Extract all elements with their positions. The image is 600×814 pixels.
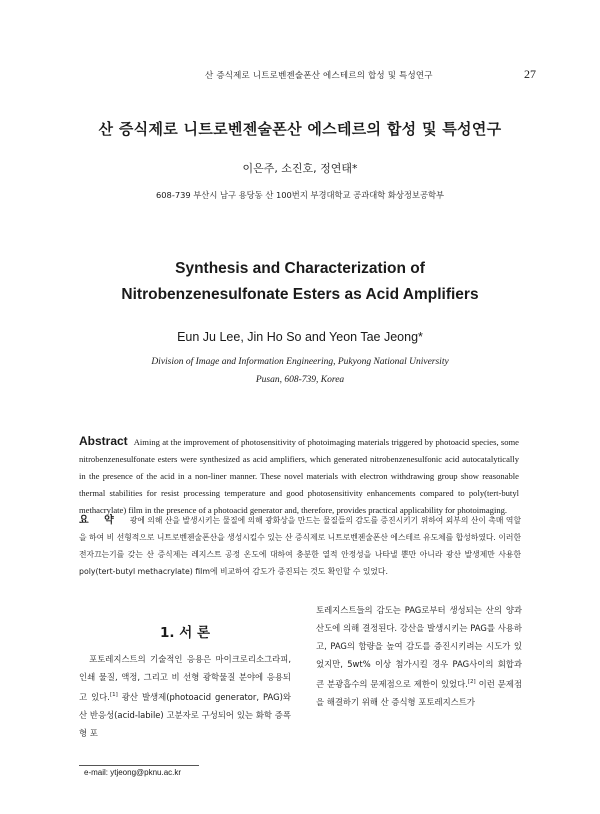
footnote-email: e-mail: ytjeong@pknu.ac.kr	[84, 768, 182, 777]
right-column-text-b: 이런 문제점을 해결하기 위해 산 증식형 포토레지스트가	[316, 678, 522, 707]
right-column-paragraph	[316, 601, 522, 711]
english-authors: Eun Ju Lee, Jin Ho So and Yeon Tae Jeong*	[177, 330, 423, 344]
english-affiliation-line-1: Division of Image and Information Engineering, Pukyong National University	[151, 357, 449, 367]
section-heading-introduction: 1. 서 론	[159, 625, 210, 641]
left-column-text-a: 포토레지스트의 기술적인 응용은 마이크로리소그라피, 인쇄 물질, 액정, 그리고 비 선형 광학물질 분야에 응용되고 있다.	[79, 654, 291, 702]
reference-2: [2]	[467, 679, 476, 685]
abstract-text: Aiming at the improvement of photosensitivity of photoimaging materials triggered by photoacid species, some nitrobenzenesulfonate esters were synthesized as acid amplifiers, which generated nitrobenzenesulfonic acid autocatalytically in the presence of the acid in a non-liner manner. These novel materials with electron withdrawing group show reasonable thermal stabilities for resist processing temperature and good photosensitivity enhancements compared to poly(tert-butyl methacrylate) film in the presence of a photoacid generator and, therefore, provides practical applicability for photoimaging.	[79, 437, 519, 515]
korean-affiliation: 608-739 부산시 남구 용당동 산 100번지 부경대학교 공과대학 화상정보공학부	[155, 190, 444, 200]
korean-abstract	[79, 512, 521, 580]
body-column-right	[316, 601, 522, 711]
english-affiliation	[0, 353, 600, 389]
korean-abstract-label: 요 약	[79, 515, 120, 526]
reference-1: [1]	[109, 692, 118, 698]
english-affiliation-line-2: Pusan, 608-739, Korea	[255, 375, 345, 385]
english-title-line-1: Synthesis and Characterization of	[175, 260, 425, 277]
korean-authors: 이은주, 소진호, 정연태*	[242, 162, 358, 175]
running-title: 산 증식제로 니트로벤젠술폰산 에스테르의 합성 및 특성연구	[205, 71, 433, 81]
right-column-text-a: 토레지스트들의 감도는 PAG로부터 생성되는 산의 양과 산도에 의해 결정된다. 강산을 발생시키는 PAG를 사용하고, PAG의 함량을 높여 감도를 증진시키려는 시도가 있었지만, 5wt% 이상 첨가시킬 경우 PAG사이의 회합과 큰 분광흡수의 문제점으로 제한이 있었다.	[316, 605, 522, 689]
abstract	[79, 433, 519, 519]
abstract-label: Abstract	[79, 434, 128, 448]
korean-abstract-text: 광에 의해 산을 발생시키는 물질에 의해 광화상을 만드는 물질들의 감도를 증진시키기 위하여 외부의 산이 촉매 역할을 하여 비 선형적으로 니트로벤젠술폰산을 생성시킬수 있는 산 증식제로 니트로벤젠술폰산 에스테르 유도체를 합성하였다. 이러한 전자끄는기를 갖는 산 증식제는 레지스트 공정 온도에 대하여 충분한 열적 안정성을 나타낼 뿐만 아니라 광산 발생제만 사용한 poly(tert-butyl methacrylate) film에 비교하여 감도가 증진되는 것도 확인할 수 있었다.	[79, 516, 521, 576]
korean-title: 산 증식제로 니트로벤젠술폰산 에스테르의 합성 및 특성연구	[98, 120, 502, 138]
left-column-text-b: 광산 발생제(photoacid generator, PAG)와 산 반응성(acid-labile) 고분자로 구성되어 있는 화학 증폭형 포	[79, 691, 291, 738]
page-number: 27	[524, 67, 536, 81]
body-column-left	[79, 650, 291, 742]
english-title	[0, 256, 600, 308]
english-title-line-2: Nitrobenzenesulfonate Esters as Acid Amplifiers	[121, 286, 479, 303]
footnote-divider	[79, 765, 199, 766]
left-column-paragraph	[79, 650, 291, 742]
